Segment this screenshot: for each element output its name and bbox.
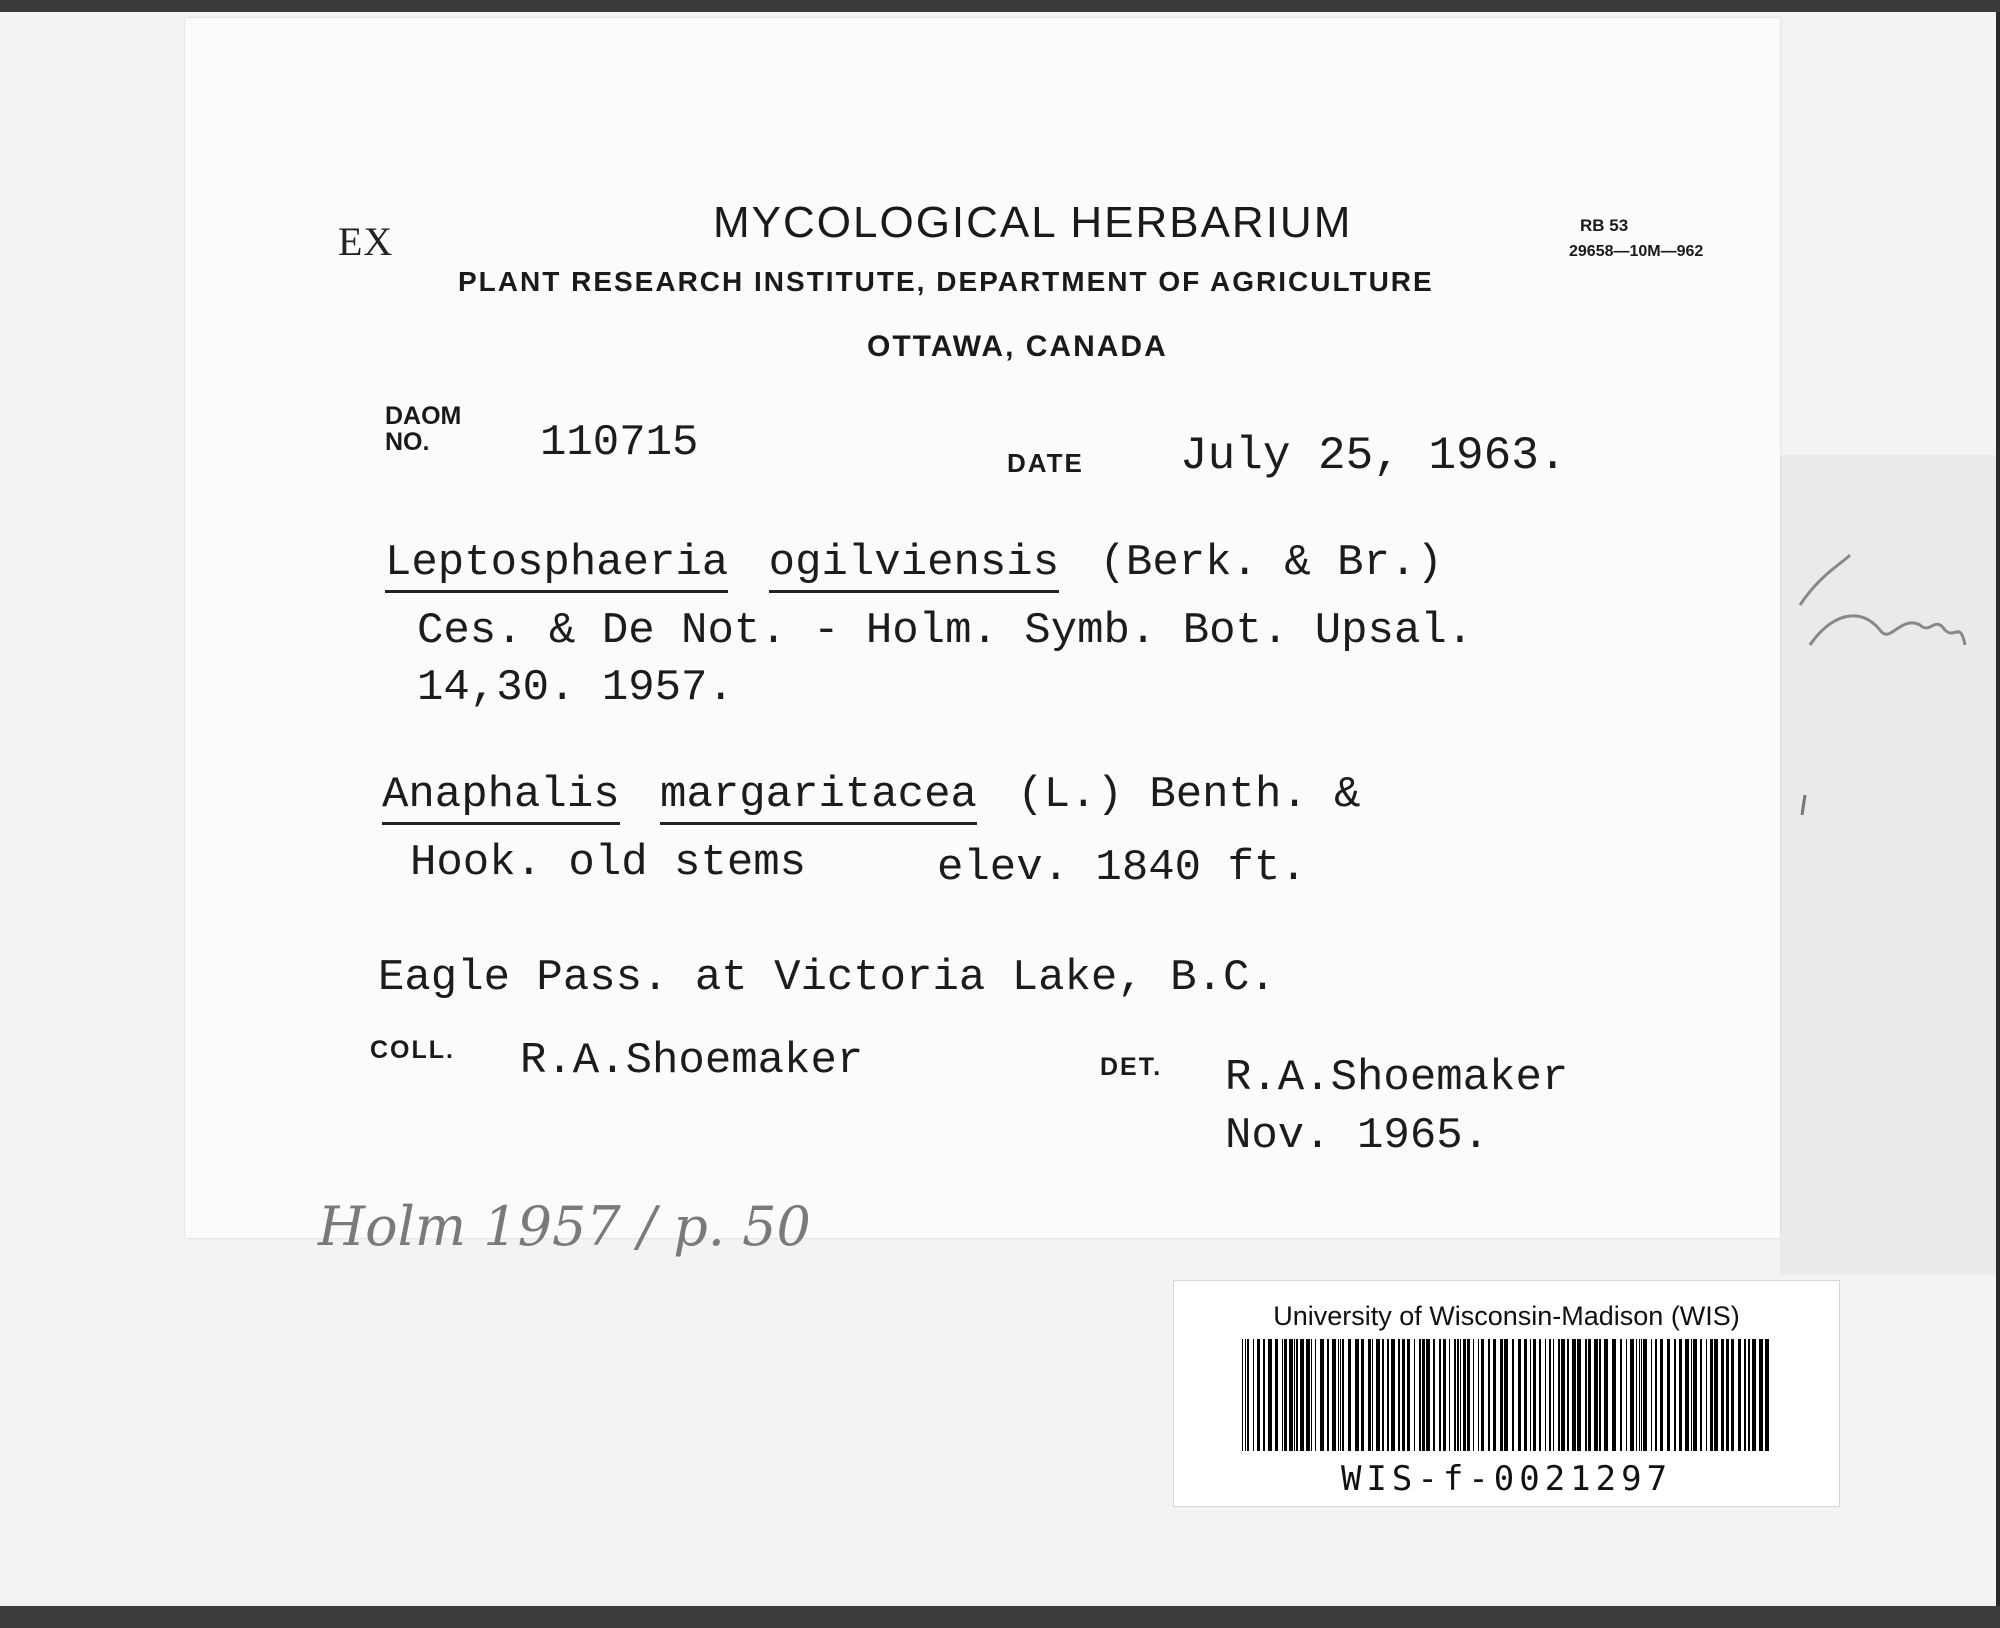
barcode-bar <box>1626 1339 1627 1451</box>
accession-number: 110715 <box>540 418 699 468</box>
barcode-bar <box>1338 1339 1339 1451</box>
barcode-bar <box>1355 1339 1359 1451</box>
barcode-bar <box>1315 1339 1316 1451</box>
collection-date: July 25, 1963. <box>1180 430 1567 482</box>
taxon-line-3: 14,30. 1957. <box>417 663 734 713</box>
barcode-bar <box>1518 1339 1521 1451</box>
barcode-bar <box>1457 1339 1459 1451</box>
institute-line: PLANT RESEARCH INSTITUTE, DEPARTMENT OF AGRICULTURE <box>458 266 1434 297</box>
no-label: NO. <box>385 428 430 456</box>
barcode-bar <box>1572 1339 1576 1451</box>
barcode-bar <box>1245 1339 1246 1451</box>
barcode-bar <box>1530 1339 1531 1451</box>
scan-edge-top <box>0 0 2000 12</box>
herbarium-title: MYCOLOGICAL HERBARIUM <box>713 198 1353 247</box>
barcode-bar <box>1340 1339 1341 1451</box>
barcode-bar <box>1463 1339 1466 1451</box>
barcode-bar <box>1748 1339 1750 1451</box>
barcode-bar <box>1679 1339 1682 1451</box>
barcode-bar <box>1500 1339 1503 1451</box>
form-code-1: RB 53 <box>1580 216 1629 235</box>
determiner-name: R.A.Shoemaker <box>1225 1053 1569 1103</box>
barcode-bar <box>1693 1339 1697 1451</box>
taxon-species: ogilviensis <box>769 538 1059 593</box>
barcode-bar <box>1488 1339 1490 1451</box>
taxon-line-2: Ces. & De Not. - Holm. Symb. Bot. Upsal. <box>417 606 1474 656</box>
barcode-bar <box>1327 1339 1329 1451</box>
barcode-bar <box>1759 1339 1763 1451</box>
barcode-bar <box>1342 1339 1344 1451</box>
barcode-bar <box>1439 1339 1441 1451</box>
barcode-number: WIS-f-0021297 <box>1340 1459 1673 1499</box>
barcode-bar <box>1504 1339 1508 1451</box>
barcode-bar <box>1467 1339 1470 1451</box>
barcode-bar <box>1685 1339 1689 1451</box>
barcode-bar <box>1478 1339 1479 1451</box>
barcode-bar <box>1306 1339 1310 1451</box>
barcode-bar <box>1376 1339 1380 1451</box>
taxon-authors: (Berk. & Br.) <box>1099 538 1443 588</box>
barcode-bar <box>1282 1339 1283 1451</box>
barcode-bar <box>1533 1339 1536 1451</box>
host-authors: (L.) Benth. & <box>1017 770 1361 820</box>
barcode-bar <box>1387 1339 1389 1451</box>
barcode-bar <box>1460 1339 1461 1451</box>
barcode-bar <box>1655 1339 1657 1451</box>
barcode-bar <box>1710 1339 1713 1451</box>
barcode-bar <box>1454 1339 1456 1451</box>
barcode-bar <box>1691 1339 1692 1451</box>
barcode-bar <box>1512 1339 1514 1451</box>
barcode-bar <box>1296 1339 1298 1451</box>
barcode-bar <box>1700 1339 1702 1451</box>
barcode-label <box>1173 1280 1840 1507</box>
barcode-bar <box>1253 1339 1254 1451</box>
barcode-bar <box>1558 1339 1560 1451</box>
scan-edge-bottom <box>0 1606 2000 1628</box>
handwriting-scribble <box>1780 455 1996 1275</box>
barcode-bar <box>1726 1339 1729 1451</box>
barcode-bar <box>1311 1339 1312 1451</box>
barcode-bar <box>1300 1339 1304 1451</box>
barcode-bar <box>1594 1339 1598 1451</box>
barcode-bar <box>1361 1339 1364 1451</box>
barcode-bar <box>1744 1339 1746 1451</box>
host-species: margaritacea <box>660 770 977 825</box>
barcode-bar <box>1348 1339 1351 1451</box>
coll-label: COLL. <box>370 1036 455 1064</box>
handwritten-note: Holm 1957 / p. 50 <box>318 1195 811 1258</box>
barcode-bar <box>1549 1339 1551 1451</box>
barcode-bar <box>1449 1339 1450 1451</box>
barcode-bar <box>1639 1339 1640 1451</box>
ex-mark: EX <box>338 219 394 264</box>
barcode-bar <box>1372 1339 1373 1451</box>
barcode-institution: University of Wisconsin-Madison (WIS) <box>1273 1301 1740 1331</box>
barcode-bar <box>1620 1339 1622 1451</box>
barcode-bar <box>1651 1339 1652 1451</box>
barcode-bar <box>1577 1339 1581 1451</box>
barcode-bar <box>1481 1339 1484 1451</box>
barcode <box>1242 1339 1772 1451</box>
daom-label: DAOM <box>385 402 462 430</box>
barcode-bar <box>1289 1339 1293 1451</box>
barcode-bar <box>1636 1339 1637 1451</box>
barcode-bar <box>1422 1339 1425 1451</box>
barcode-bar <box>1368 1339 1371 1451</box>
barcode-bar <box>1247 1339 1249 1451</box>
det-label: DET. <box>1100 1053 1163 1081</box>
barcode-bar <box>1242 1339 1243 1451</box>
barcode-bar <box>1641 1339 1642 1451</box>
barcode-bar <box>1630 1339 1634 1451</box>
barcode-bar <box>1402 1339 1405 1451</box>
barcode-bar <box>1473 1339 1474 1451</box>
barcode-bar <box>1257 1339 1260 1451</box>
barcode-bar <box>1382 1339 1384 1451</box>
barcode-bar <box>1524 1339 1527 1451</box>
barcode-bar <box>1567 1339 1569 1451</box>
collector-name: R.A.Shoemaker <box>520 1036 864 1086</box>
barcode-bar <box>1660 1339 1663 1451</box>
determination-date: Nov. 1965. <box>1225 1111 1490 1161</box>
barcode-bar <box>1284 1339 1287 1451</box>
barcode-bar <box>1398 1339 1400 1451</box>
barcode-bar <box>1332 1339 1336 1451</box>
barcode-bar <box>1545 1339 1546 1451</box>
taxon-line-1 <box>385 538 1443 588</box>
backing-paper <box>1780 455 1996 1275</box>
barcode-bar <box>1674 1339 1676 1451</box>
barcode-bar <box>1612 1339 1616 1451</box>
form-code-2: 29658—10M—962 <box>1569 243 1704 260</box>
barcode-bar <box>1588 1339 1591 1451</box>
host-elevation: elev. 1840 ft. <box>937 843 1307 893</box>
barcode-bar <box>1539 1339 1541 1451</box>
barcode-bar <box>1426 1339 1430 1451</box>
barcode-bar <box>1752 1339 1756 1451</box>
barcode-bar <box>1738 1339 1741 1451</box>
barcode-bar <box>1599 1339 1601 1451</box>
taxon-genus: Leptosphaeria <box>385 538 728 593</box>
barcode-bar <box>1433 1339 1435 1451</box>
barcode-bar <box>1263 1339 1265 1451</box>
locality: Eagle Pass. at Victoria Lake, B.C. <box>378 953 1276 1003</box>
barcode-bar <box>1268 1339 1272 1451</box>
barcode-bar <box>1275 1339 1278 1451</box>
barcode-bar <box>1294 1339 1295 1451</box>
city-line: OTTAWA, CANADA <box>867 330 1168 363</box>
barcode-bar <box>1731 1339 1734 1451</box>
barcode-bar <box>1419 1339 1421 1451</box>
barcode-bar <box>1706 1339 1707 1451</box>
barcode-bar <box>1585 1339 1587 1451</box>
host-line-2: Hook. old stems <box>410 838 807 888</box>
host-line-1 <box>382 770 1361 820</box>
host-genus: Anaphalis <box>382 770 620 825</box>
barcode-bar <box>1643 1339 1647 1451</box>
barcode-bar <box>1391 1339 1395 1451</box>
barcode-bar <box>1714 1339 1718 1451</box>
specimen-label <box>185 18 1780 1238</box>
barcode-bar <box>1320 1339 1324 1451</box>
barcode-bar <box>1553 1339 1554 1451</box>
barcode-bar <box>1493 1339 1496 1451</box>
date-label: DATE <box>1007 448 1084 478</box>
barcode-bar <box>1407 1339 1410 1451</box>
barcode-bar <box>1667 1339 1670 1451</box>
barcode-bar <box>1443 1339 1446 1451</box>
barcode-bar <box>1765 1339 1769 1451</box>
barcode-bar <box>1721 1339 1724 1451</box>
barcode-bar <box>1414 1339 1415 1451</box>
barcode-bar <box>1561 1339 1565 1451</box>
barcode-bar <box>1604 1339 1608 1451</box>
